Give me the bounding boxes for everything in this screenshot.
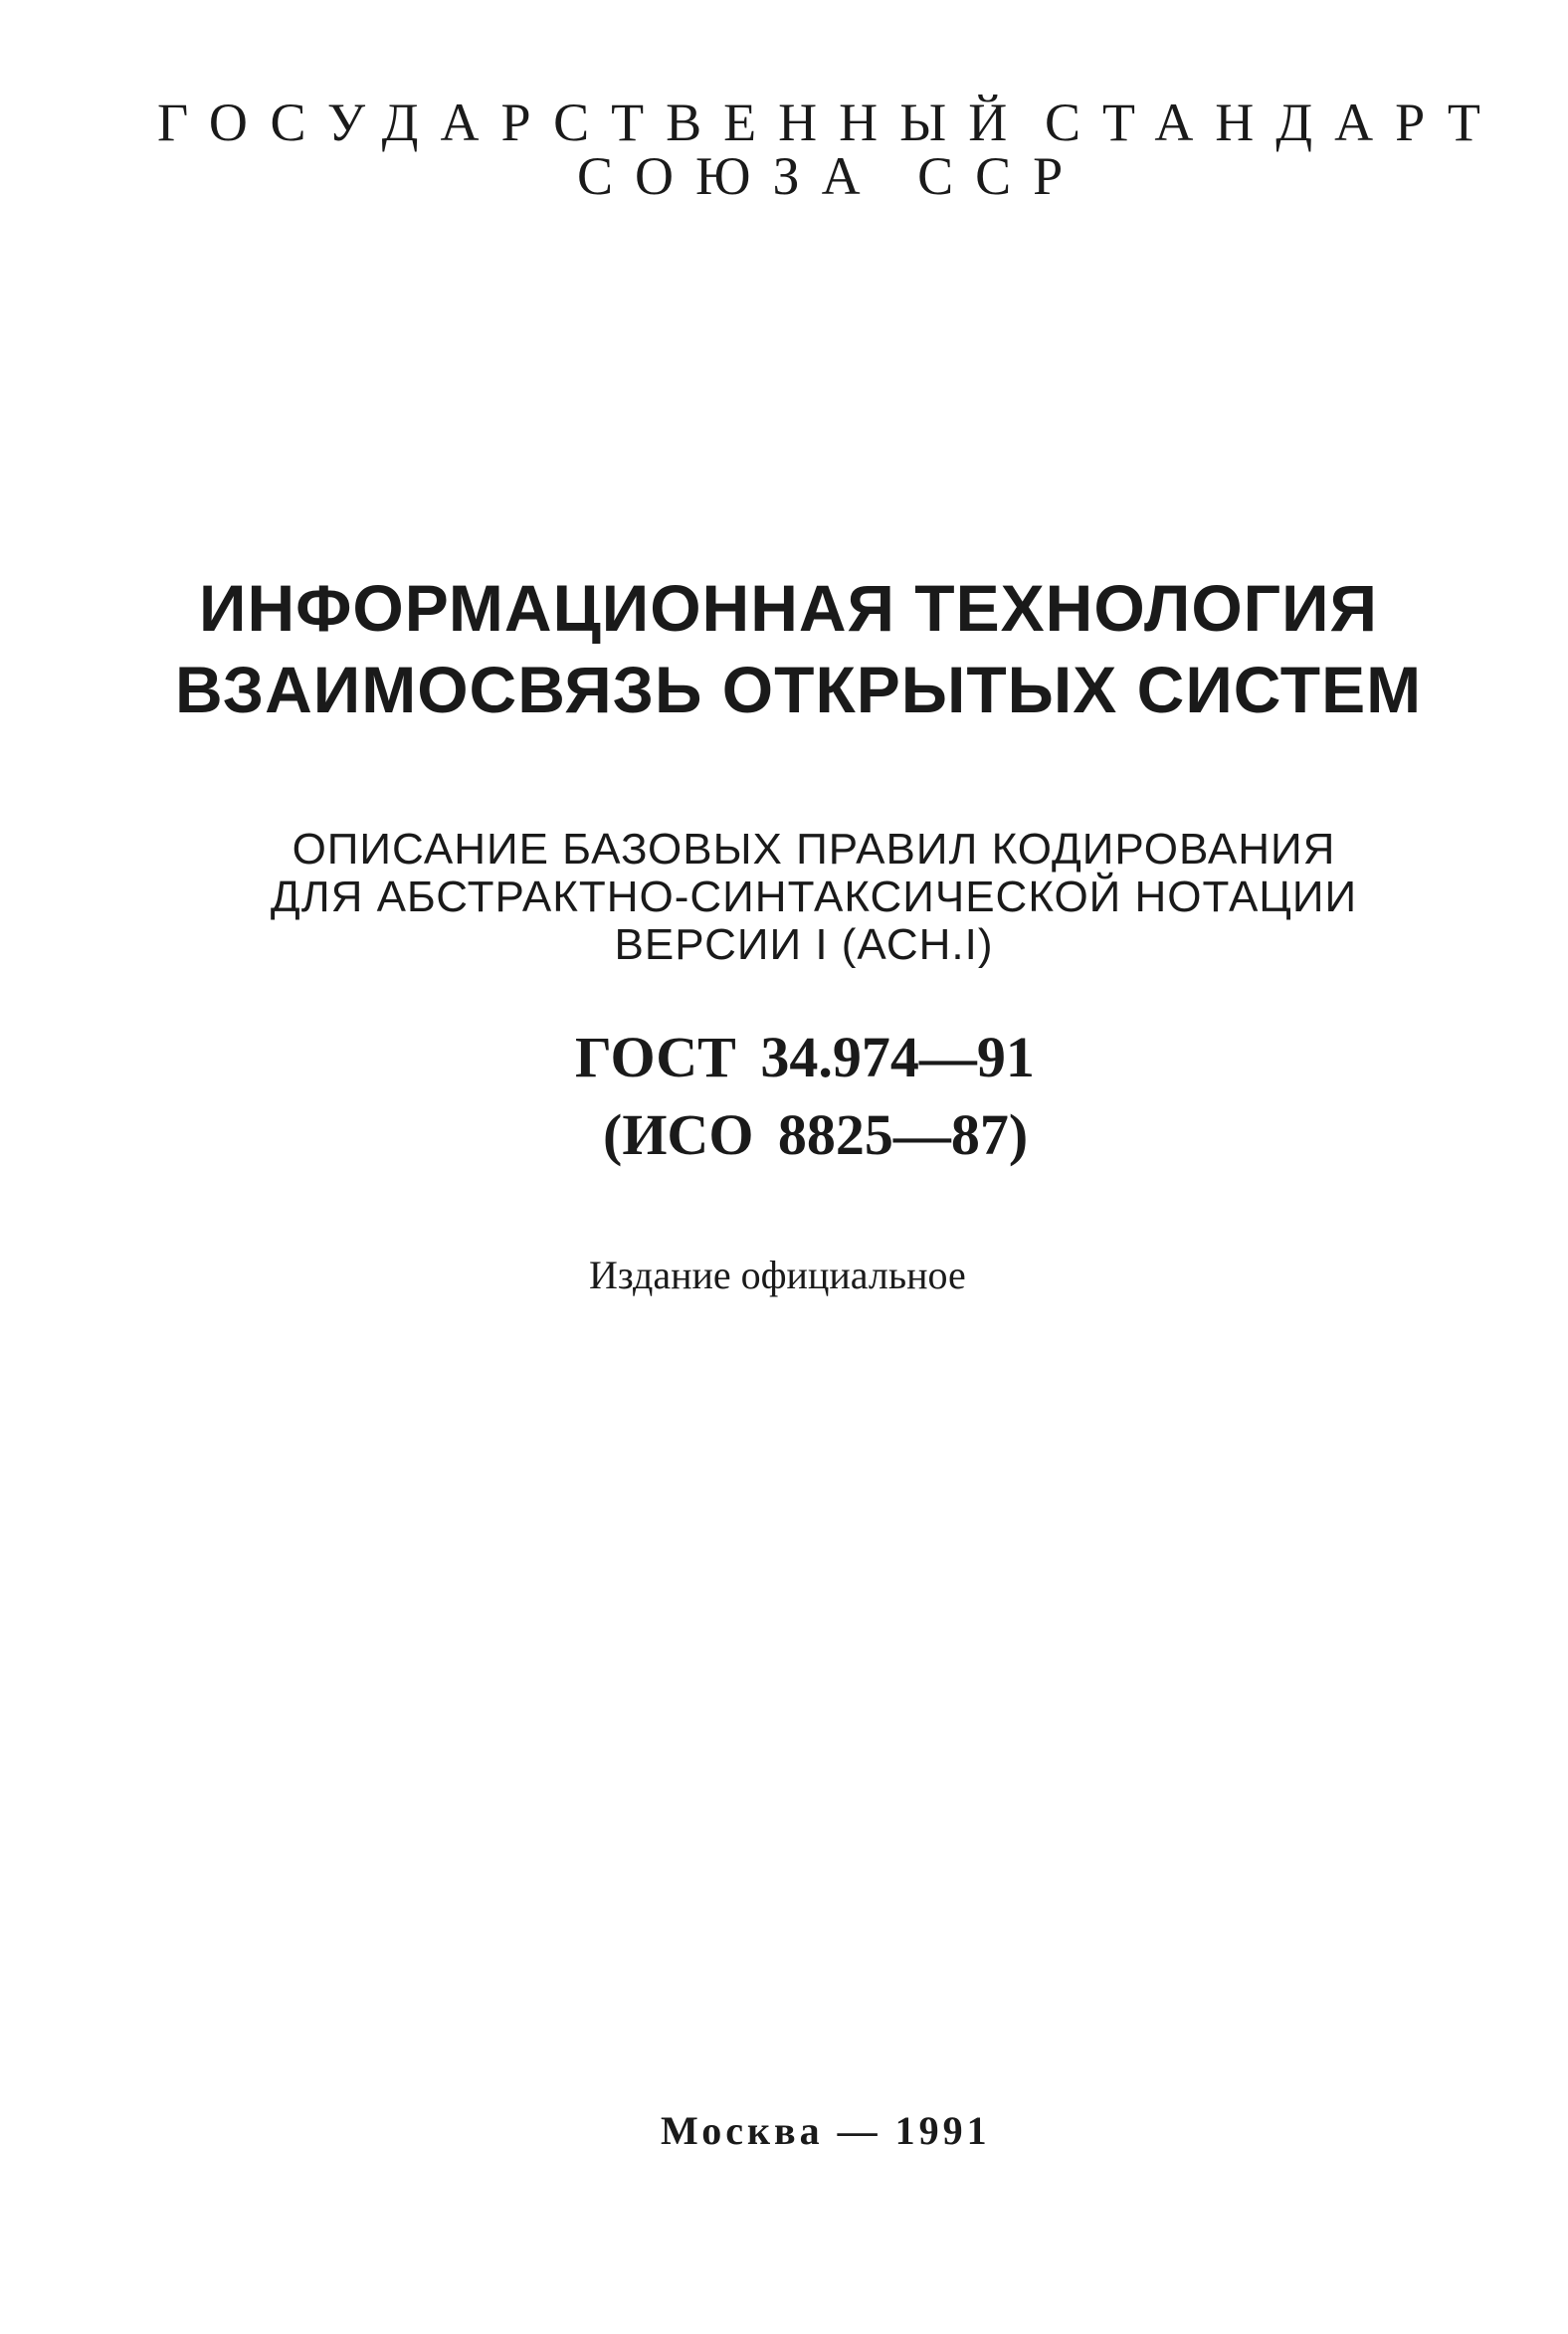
document-title-line-1: ИНФОРМАЦИОННАЯ ТЕХНОЛОГИЯ <box>199 571 1378 645</box>
document-subtitle-line-2: ДЛЯ АБСТРАКТНО-СИНТАКСИЧЕСКОЙ НОТАЦИИ <box>270 873 1358 921</box>
document-title-line-2: ВЗАИМОСВЯЗЬ ОТКРЫТЫХ СИСТЕМ <box>175 653 1423 726</box>
header-standard-label: СТАНДАРТ <box>1045 93 1502 152</box>
document-subtitle-line-1: ОПИСАНИЕ БАЗОВЫХ ПРАВИЛ КОДИРОВАНИЯ <box>292 825 1336 874</box>
header-state-label: ГОСУДАРСТВЕННЫЙ <box>157 93 1030 152</box>
iso-designation: (ИСО 8825—87) <box>603 1102 1029 1167</box>
document-subtitle-line-3: ВЕРСИИ I (АСН.I) <box>614 920 994 969</box>
publication-place-year: Москва — 1991 <box>661 2108 991 2153</box>
header-union-label: СОЮЗА ССР <box>577 146 1085 206</box>
gost-designation: ГОСТ 34.974—91 <box>575 1025 1035 1089</box>
edition-label: Издание официальное <box>589 1253 966 1297</box>
